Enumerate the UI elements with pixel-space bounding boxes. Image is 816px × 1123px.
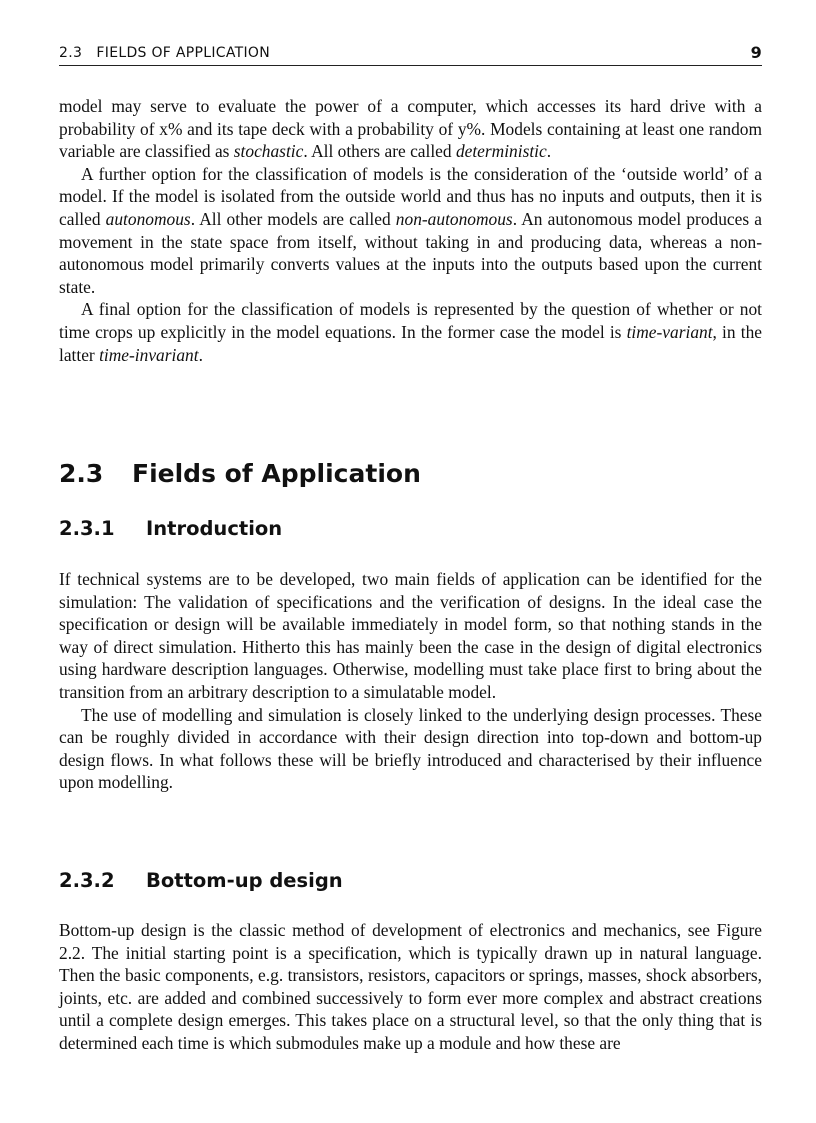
subsection-title: Introduction <box>146 517 283 540</box>
intro-text-block <box>59 95 762 366</box>
subsection-title: Bottom-up design <box>146 869 343 892</box>
subsection-number: 2.3.2 <box>59 869 115 892</box>
running-head-section: 2.3 FIELDS OF APPLICATION <box>59 45 271 61</box>
paragraph: A final option for the classification of models is represented by the question of whether or not time crops up explicitly in the model equations. In the former case the model is time-variant, in the latter time-invariant. <box>59 299 762 365</box>
running-head <box>59 43 762 66</box>
paragraph: If technical systems are to be developed, two main fields of application can be identified for the simulation: The validation of specifications and the verification of designs. In the ideal case the specification or design will be available immediately in model form, so that nothing stands in the way of direct simulation. Hitherto this has mainly been the case in the design of digital electronics using hardware description languages. Otherwise, modelling must take place first to bring about the transition from an arbitrary description to a simulatable model. <box>59 569 762 702</box>
paragraph: Bottom-up design is the classic method of development of electronics and mechanics, see Figure 2.2. The initial starting point is a specification, which is typically drawn up in natural language. Then the basic components, e.g. transistors, resistors, capacitors or springs, masses, shock absorbers, joints, etc. are added and combined successively to form ever more complex and abstract creations until a complete design emerges. This takes place on a structural level, so that the only thing that is determined each time is which submodules make up a module and how these are <box>59 920 762 1053</box>
paragraph: A further option for the classification of models is the consideration of the ‘outside world’ of a model. If the model is isolated from the outside world and thus has no inputs and outputs, then it is called autonomous. All other models are called non-autonomous. An autonomous model produces a movement in the state space from itself, without taking in and producing data, whereas a non-autonomous model primarily converts values at the inputs into the outputs based upon the current state. <box>59 163 762 297</box>
section-number: 2.3 <box>59 459 104 488</box>
subsection-heading-bottom-up <box>59 869 343 892</box>
introduction-text-block <box>59 568 762 794</box>
subsection-heading-introduction <box>59 517 282 540</box>
section-heading <box>59 459 421 488</box>
page-number: 9 <box>750 43 762 62</box>
paragraph: model may serve to evaluate the power of a computer, which accesses its hard drive with a probability of x% and its tape deck with a probability of y%. Models containing at least one random variable are classified as stochastic. All others are called deterministic. <box>59 96 762 162</box>
section-title: Fields of Application <box>132 459 421 488</box>
paragraph: The use of modelling and simulation is closely linked to the underlying design processes. These can be roughly divided in accordance with their design direction into top-down and bottom-up design flows. In what follows these will be briefly introduced and characterised by their influence upon modelling. <box>59 704 762 793</box>
bottom-up-text-block <box>59 919 762 1055</box>
subsection-number: 2.3.1 <box>59 517 115 540</box>
